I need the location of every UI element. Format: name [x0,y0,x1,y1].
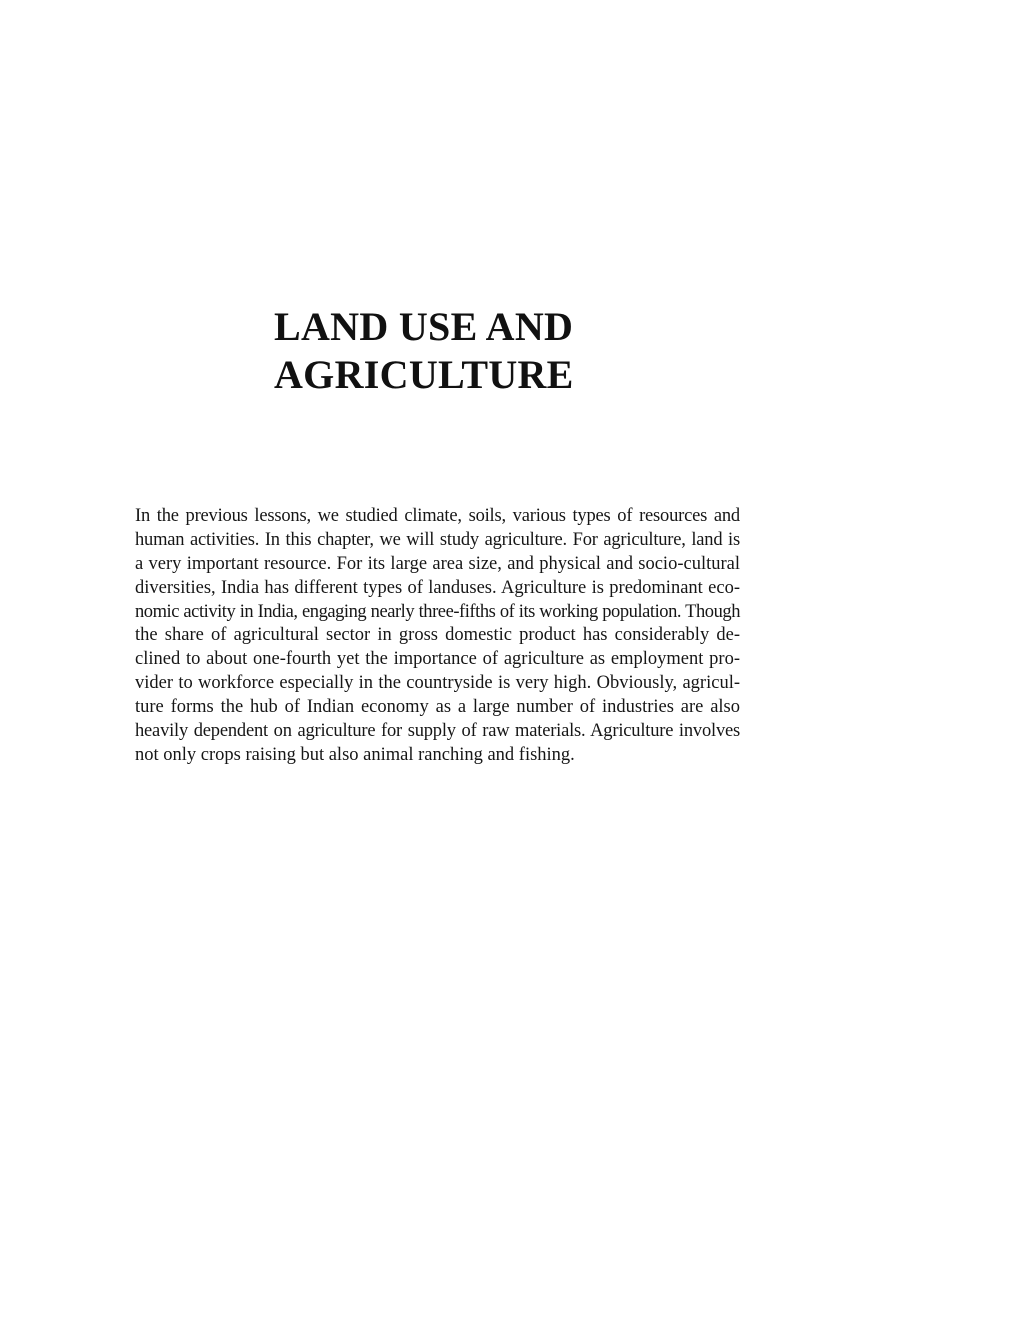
intro-line: diversities, India has different types of landuses. Agriculture is predominant eco- [135,577,740,598]
intro-paragraph [135,505,740,768]
chapter-title-line-1: LAND USE AND [274,304,574,349]
intro-line: nomic activity in India, engaging nearly three-fifths of its working population. Though [135,601,740,622]
intro-line: human activities. In this chapter, we will study agriculture. For agriculture, land is [135,529,740,550]
intro-line: In the previous lessons, we studied climate, soils, various types of resources and [135,506,740,526]
intro-line: heavily dependent on agriculture for supply of raw materials. Agriculture involves [135,721,740,742]
intro-line: the share of agricultural sector in gross domestic product has considerably de- [135,625,740,646]
intro-line: a very important resource. For its large area size, and physical and socio-cultural [135,553,740,574]
intro-line: clined to about one-fourth yet the importance of agriculture as employment pro- [135,649,740,670]
chapter-title [274,303,694,399]
intro-line: not only crops raising but also animal ranching and fishing. [135,744,575,765]
intro-line: vider to workforce especially in the countryside is very high. Obviously, agricul- [135,673,740,694]
intro-line: ture forms the hub of Indian economy as a large number of industries are also [135,697,740,718]
chapter-title-line-2: AGRICULTURE [274,352,574,397]
